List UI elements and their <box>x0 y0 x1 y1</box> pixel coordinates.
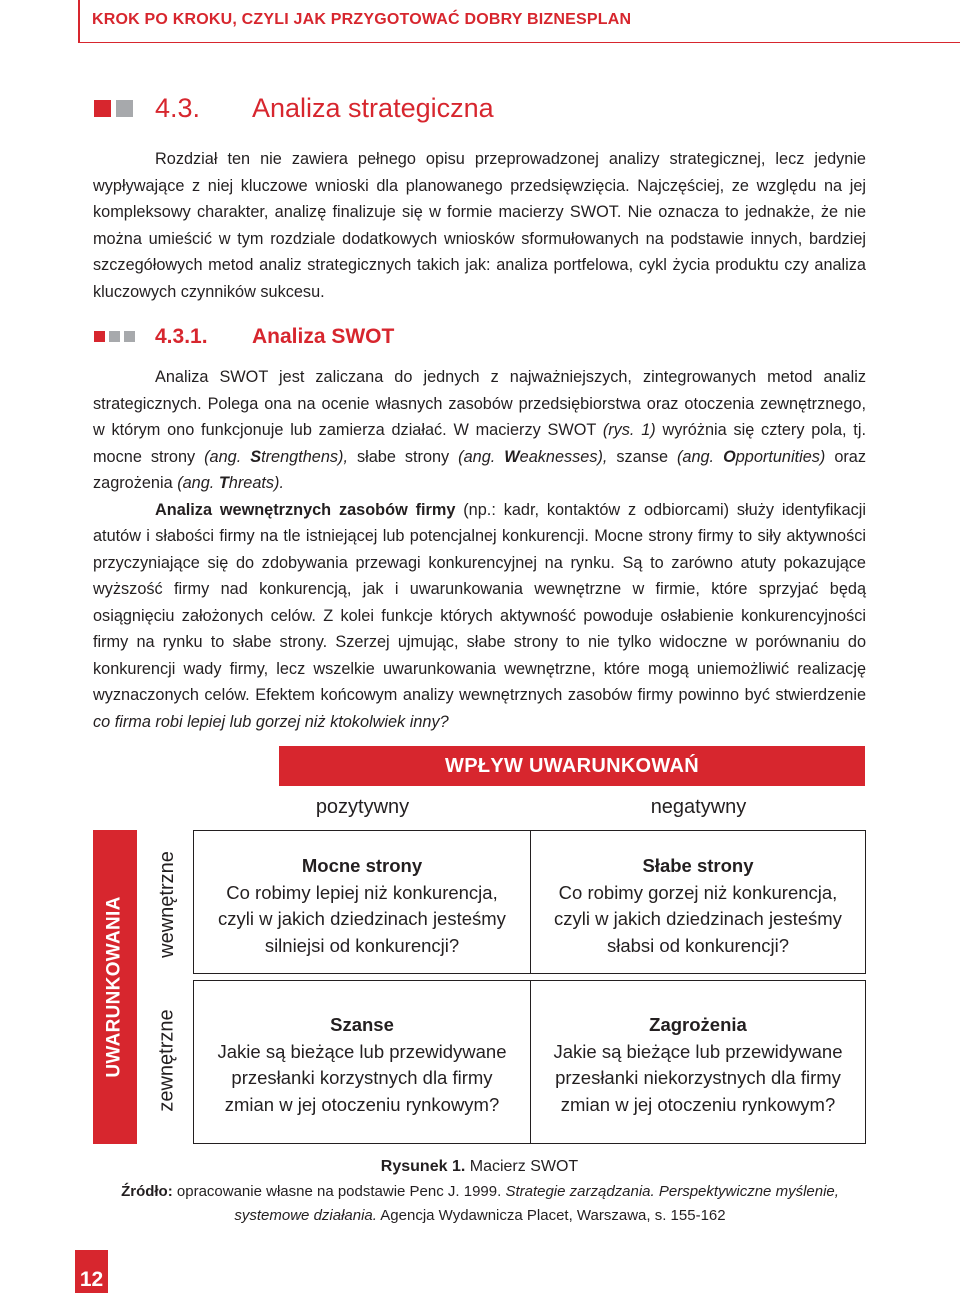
cell-line: silniejsi od konkurencji? <box>264 934 460 956</box>
matrix-cell-opportunities <box>193 980 531 1144</box>
swot-text-a: Analiza SWOT jest zaliczana do jednych z najważniejszych, zintegrowanych metod analiz strategicznych. Polega ona na ocenie własnych zasobów przedsiębiorstwa oraz otoczenia zewnętrznego, w którym ono funkcjonuje lub zamierza działać. W macierzy SWOT <box>93 368 866 439</box>
figure-caption-label: Rysunek 1. <box>380 1158 466 1175</box>
internal-analysis-text: (np.: kadr, kontaktów z odbiorcami) służy identyfikacji atutów i słabości firmy na tle istniejącej lub potencjalnej konkurencji. Mocne strony firmy to siły aktywności przyczyniające się do zdobywania przewagi konkurencyjnej na rynku. Są to zarówno atuty pokazujące wyższość firmy nad konkurencją, jak i uwarunkowania wewnętrzne w firmie, które sprzyjać będą osiągnięciu założonych celów. Z kolei funkcje których aktywność powoduje osłabienie konkurencyjności firmy na rynku to słabe strony. Szerzej ujmując, słabe strony to nie tylko widoczne w porównaniu do konkurencji wady firmy, lecz wszelkie uwarunkowania wewnętrzne, które mogą uniemożliwić realizację wyznaczonych celów. Efektem końcowym analizy wewnętrznych zasobów firmy powinno być stwierdzenie <box>93 500 866 704</box>
cell-line: zmian w jej otoczeniu rynkowym? <box>224 1093 500 1115</box>
cell-line: przesłanki niekorzystnych dla firmy <box>555 1067 841 1088</box>
running-header-title: KROK PO KROKU, CZYLI JAK PRZYGOTOWAĆ DOBRY BIZNESPLAN <box>92 11 632 28</box>
cell-title: Zagrożenia <box>649 1014 747 1035</box>
subsection-marker-icon <box>94 331 135 342</box>
cell-line: Co robimy lepiej niż konkurencja, <box>226 881 498 903</box>
swot-text-b: wyróżnia się cztery pola, tj. mocne strony <box>93 421 866 466</box>
matrix-cell-strengths <box>193 830 531 974</box>
source-text-b: Agencja Wydawnicza Placet, Warszawa, s. 155-162 <box>380 1207 726 1224</box>
cell-line: zmian w jej otoczeniu rynkowym? <box>560 1093 836 1115</box>
cell-line: czyli w jakich dziedzinach jesteśmy <box>554 908 842 929</box>
subsection-title: Analiza SWOT <box>252 325 395 348</box>
source-label: Źródło: <box>121 1183 173 1200</box>
side-label <box>93 830 137 1144</box>
internal-analysis-term: Analiza wewnętrznych zasobów firmy <box>155 500 456 519</box>
row-label-internal <box>152 834 182 974</box>
section-marker-icon <box>94 100 133 117</box>
letter-o: O <box>723 447 736 466</box>
swot-text-d: szanse <box>616 447 668 466</box>
intro-paragraph <box>93 146 866 305</box>
internal-analysis-question: co firma robi lepiej lub gorzej niż ktokolwiek inny? <box>93 712 449 731</box>
cell-title: Mocne strony <box>301 855 423 876</box>
figure-reference: (rys. 1) <box>602 421 656 439</box>
strengths-term: trengthens), <box>261 447 348 466</box>
swot-text-e: oraz zagrożenia <box>93 447 866 492</box>
ang-label: (ang. <box>177 474 215 492</box>
header-rule <box>78 42 960 43</box>
side-label-text: UWARUNKOWANIA <box>104 896 125 1078</box>
weaknesses-term: eaknesses), <box>519 447 608 466</box>
cell-line: Jakie są bieżące lub przewidywane <box>553 1040 843 1062</box>
swot-paragraph <box>93 364 866 735</box>
intro-sentence-1: Rozdział ten nie zawiera pełnego opisu przeprowadzonej analizy strategicznej, lecz jedynie wypływające z niej kluczowe wnioski dla planowanego przedsięwzięcia. Najczęściej, ze względu na jej kompleksowy charakter, analizę finalizuje się w formie macierzy SWOT. <box>93 150 866 221</box>
row-label-internal-text: wewnętrzne <box>155 850 178 958</box>
row-label-external-text: zewnętrzne <box>155 1008 178 1112</box>
letter-t: T <box>218 474 229 492</box>
section-title: Analiza strategiczna <box>252 93 494 123</box>
figure-caption-title: Macierz SWOT <box>469 1158 579 1175</box>
cell-line: Co robimy gorzej niż konkurencja, <box>558 881 838 903</box>
cell-line: czyli w jakich dziedzinach jesteśmy <box>218 908 506 929</box>
ang-label: (ang. <box>458 447 496 466</box>
opportunities-term: pportunities) <box>735 447 826 466</box>
page-number: 12 <box>79 1268 104 1291</box>
figure-caption <box>93 1155 866 1179</box>
letter-w: W <box>504 447 520 466</box>
column-label-positive: pozytywny <box>315 796 410 818</box>
cell-line: przesłanki korzystnych dla firmy <box>231 1067 493 1088</box>
matrix-cell-weaknesses <box>530 830 866 974</box>
swot-text-c: słabe strony <box>356 447 450 466</box>
letter-s: S <box>250 447 262 466</box>
column-label-negative: negatywny <box>650 796 747 818</box>
section-number: 4.3. <box>155 93 201 123</box>
cell-line: słabsi od konkurencji? <box>606 934 790 956</box>
threats-term: hreats). <box>228 474 284 492</box>
matrix-banner: WPŁYW UWARUNKOWAŃ <box>279 746 865 786</box>
intro-sentence-2: Nie oznacza to jednakże, że nie można umieścić w tym rozdziale dodatkowych wniosków sformułowanych na podstawie innych, bardziej szczegółowych metod analiz strategicznych takich jak: analiza portfelowa, cykl życia produktu czy analiza kluczowych czynników sukcesu. <box>93 203 867 301</box>
cell-title: Szanse <box>330 1014 394 1035</box>
header-accent-line <box>78 0 80 43</box>
subsection-number: 4.3.1. <box>155 325 208 348</box>
row-label-external <box>152 980 182 1140</box>
figure-source <box>120 1180 840 1228</box>
source-title: Strategie zarządzania. Perspektywiczne myślenie, systemowe działania. <box>234 1183 839 1224</box>
ang-label: (ang. <box>676 447 715 466</box>
cell-line: Jakie są bieżące lub przewidywane <box>217 1040 507 1062</box>
ang-label: (ang. <box>204 447 242 466</box>
cell-title: Słabe strony <box>642 855 754 876</box>
matrix-cell-threats <box>530 980 866 1144</box>
source-text-a: opracowanie własne na podstawie Penc J. 1999. <box>176 1183 502 1200</box>
